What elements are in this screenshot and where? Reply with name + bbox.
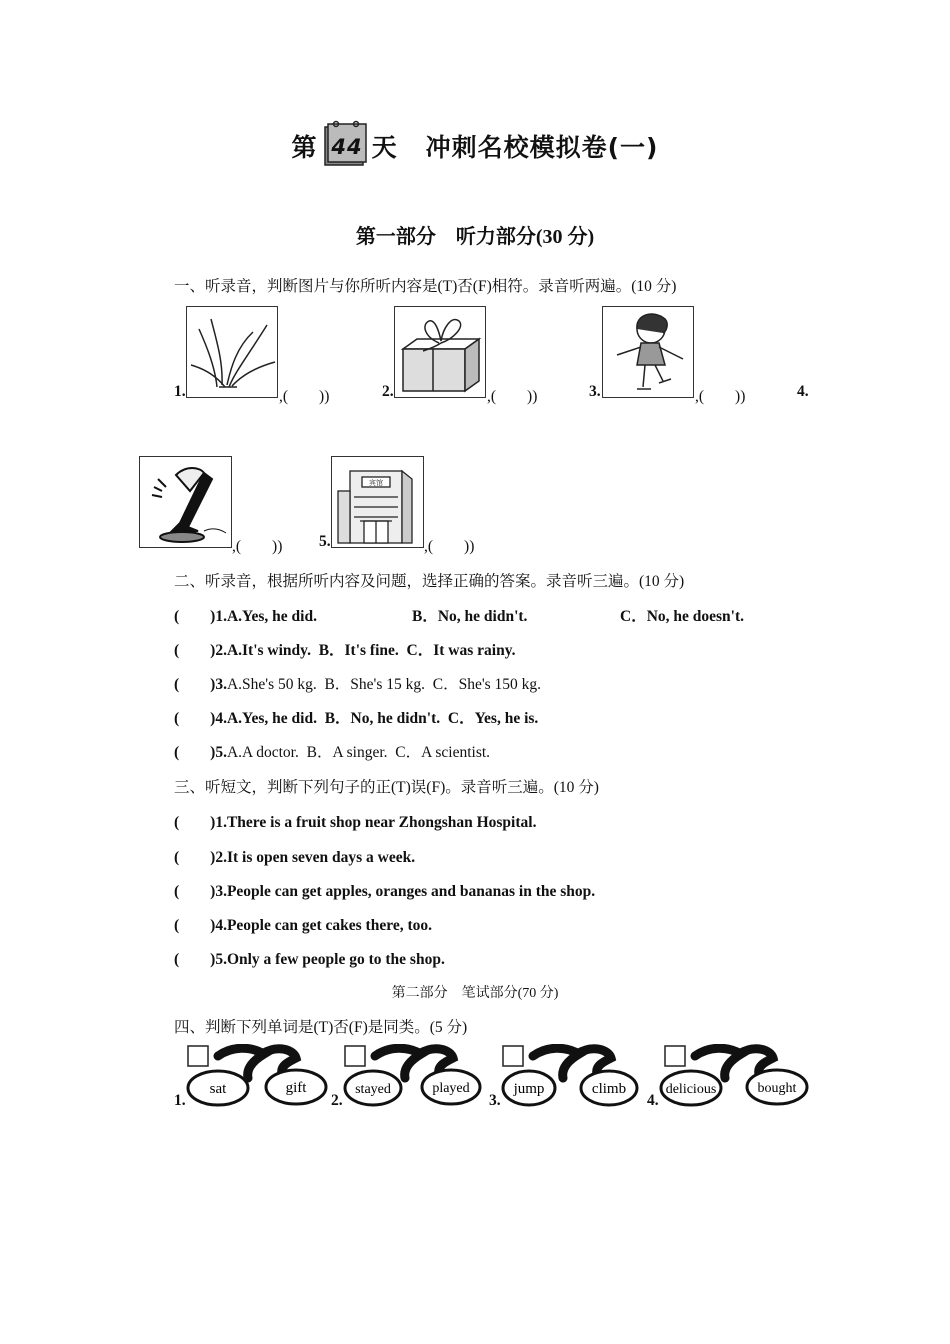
day-number: 44 — [330, 135, 363, 159]
part1-heading: 第一部分 听力部分(30 分) — [355, 226, 595, 248]
answer-checkbox — [665, 1046, 685, 1066]
item2-number: 2. — [382, 383, 394, 400]
item1-blank: ,( )) — [279, 388, 330, 405]
section1-heading: 一、听录音，判断图片与你所听内容是(T)否(F)相符。录音听两遍。(10 分) — [174, 278, 677, 295]
title-suffix: 天 — [371, 133, 398, 162]
s2-q3-text: A.She's 50 kg. B．She's 15 kg. C．She's 150 kg. — [226, 676, 542, 693]
gift-icon — [394, 306, 486, 398]
s4-item2 — [331, 1044, 491, 1110]
item3-blank: ,( )) — [695, 388, 746, 405]
section2-heading: 二、听录音，根据所听内容及问题，选择正确的答案。录音听三遍。(10 分) — [174, 573, 685, 590]
fan-icon — [139, 456, 232, 548]
bicycle-icon — [499, 1044, 649, 1110]
s4-item1 — [174, 1044, 334, 1110]
section3-heading: 三、听短文，判断下列句子的正(T)误(F)。录音听三遍。(10 分) — [174, 779, 599, 796]
s2-q1 — [174, 604, 317, 626]
s2-q1-c: C．No, he doesn't. — [620, 608, 745, 625]
s4-item1-word2: gift — [285, 1080, 307, 1096]
part2-heading: 第二部分 笔试部分(70 分) — [391, 986, 559, 1001]
s3-q4-prefix: ( )4. — [174, 917, 227, 934]
s3-q2-text: It is open seven days a week. — [226, 849, 416, 866]
s3-q3-prefix: ( )3. — [174, 883, 227, 900]
s2-q5-prefix: ( )5. — [174, 744, 227, 761]
s4-item1-number: 1. — [174, 1092, 186, 1109]
s2-q3-prefix: ( )3. — [174, 676, 227, 693]
s2-q4-prefix: ( )4. — [174, 710, 227, 727]
item4-number: 4. — [797, 383, 809, 400]
answer-checkbox — [188, 1046, 208, 1066]
s4-item2-word2: played — [432, 1081, 470, 1096]
s3-q4-text: People can get cakes there, too. — [226, 917, 432, 934]
s2-q4 — [174, 706, 538, 728]
s3-q1-text: There is a fruit shop near Zhongshan Hospital. — [226, 814, 537, 831]
bicycle-icon — [657, 1044, 812, 1110]
item5-blank: ,( )) — [424, 538, 475, 555]
s2-q4-text: A.Yes, he did. B．No, he didn't. C．Yes, he is. — [226, 710, 539, 727]
item4-blank: ,( )) — [232, 538, 283, 555]
s3-q5-text: Only a few people go to the shop. — [226, 951, 445, 968]
hotel-sign: 宾馆 — [369, 479, 383, 487]
s3-q5-prefix: ( )5. — [174, 951, 227, 968]
item1-number: 1. — [174, 383, 186, 400]
s4-item3-word2: climb — [591, 1081, 627, 1097]
s4-item4-number: 4. — [647, 1092, 659, 1109]
s4-item2-word1: stayed — [355, 1082, 391, 1097]
s4-item1-word1: sat — [209, 1081, 227, 1097]
s4-item4-word2: bought — [757, 1081, 797, 1096]
s2-q2-text: A.It's windy. B．It's fine. C．It was rainy. — [226, 642, 516, 659]
s2-q5 — [174, 740, 490, 762]
s3-q3-text: People can get apples, oranges and bananas in the shop. — [226, 883, 596, 900]
s2-q1-b: B．No, he didn't. — [412, 608, 528, 625]
calendar-icon — [322, 119, 368, 169]
s4-item3-word1: jump — [513, 1081, 545, 1097]
answer-checkbox — [503, 1046, 523, 1066]
s3-q4 — [174, 913, 432, 935]
hotel-icon — [331, 456, 424, 548]
s2-q1-prefix: ( )1. — [174, 608, 227, 625]
plant-icon — [186, 306, 278, 398]
s4-item3-number: 3. — [489, 1092, 501, 1109]
s2-q3 — [174, 672, 541, 694]
skating-girl-icon — [602, 306, 694, 398]
bicycle-icon — [184, 1044, 334, 1110]
s4-item4 — [647, 1044, 812, 1110]
title-prefix: 第 — [291, 133, 318, 162]
s3-q2 — [174, 845, 415, 867]
s3-q3 — [174, 879, 595, 901]
bicycle-icon — [341, 1044, 491, 1110]
s3-q1-prefix: ( )1. — [174, 814, 227, 831]
s2-q5-text: A.A doctor. B．A singer. C．A scientist. — [226, 744, 491, 761]
s2-q1-a: A.Yes, he did. — [226, 608, 317, 625]
page-title — [0, 128, 950, 169]
title-text: 冲刺名校模拟卷(一) — [425, 133, 659, 162]
item3-number: 3. — [589, 383, 601, 400]
s3-q2-prefix: ( )2. — [174, 849, 227, 866]
item5-number: 5. — [319, 533, 331, 550]
answer-checkbox — [345, 1046, 365, 1066]
s3-q5 — [174, 947, 445, 969]
item2-blank: ,( )) — [487, 388, 538, 405]
s3-q1 — [174, 810, 536, 832]
s4-item4-word1: delicious — [665, 1082, 717, 1097]
s4-item2-number: 2. — [331, 1092, 343, 1109]
s2-q2-prefix: ( )2. — [174, 642, 227, 659]
section4-heading: 四、判断下列单词是(T)否(F)是同类。(5 分) — [174, 1019, 468, 1036]
s2-q2 — [174, 638, 515, 660]
s4-item3 — [489, 1044, 649, 1110]
